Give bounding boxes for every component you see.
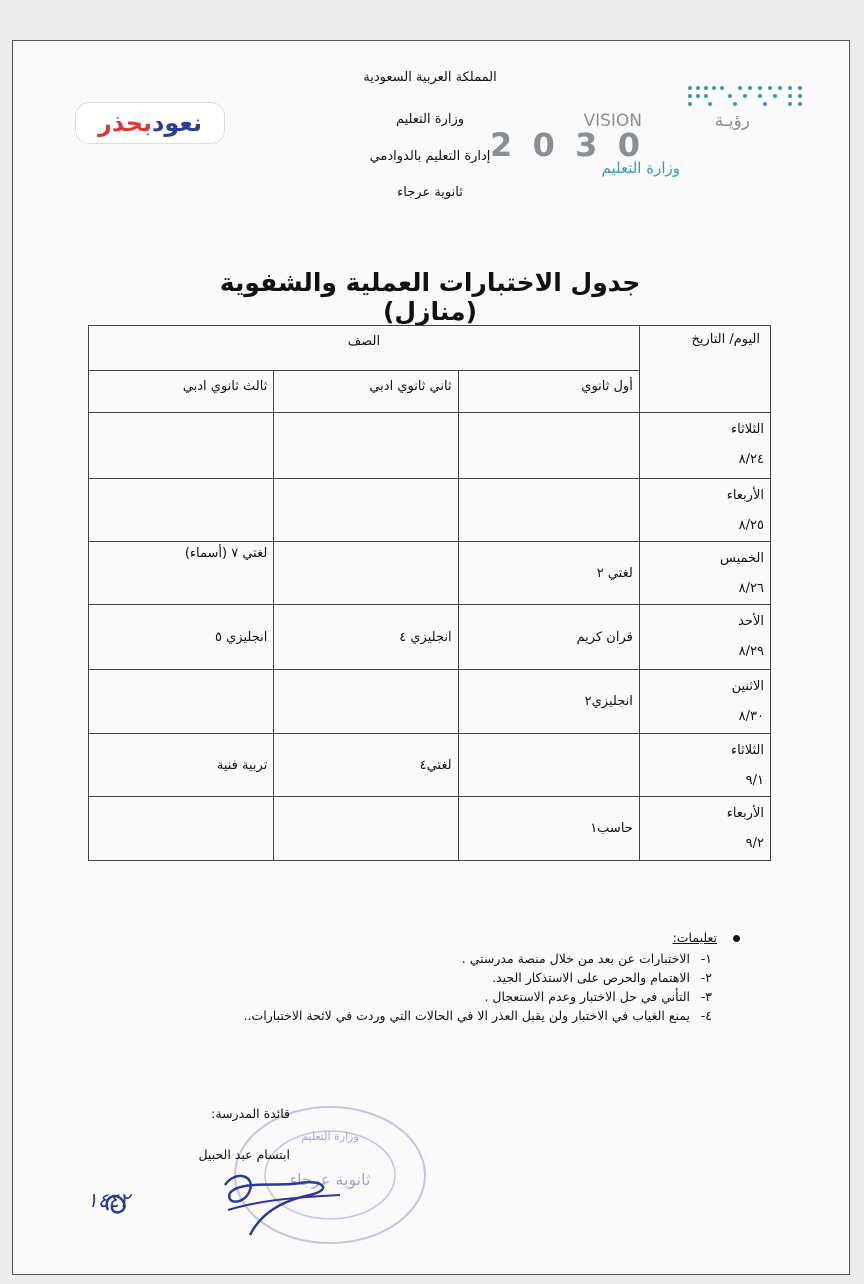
- vision-word: VISION: [583, 111, 642, 131]
- stamp-text-1: وزارة التعليم: [301, 1130, 359, 1143]
- day-date: ٩/١: [745, 773, 764, 788]
- list-item: [150, 968, 712, 987]
- exam-cell: [458, 734, 639, 797]
- day-date: ٨/٢٦: [738, 581, 764, 596]
- column-header-grade2-lit: ثاني ثانوي ادبي: [274, 371, 458, 413]
- day-name: الثلاثاء: [731, 743, 764, 758]
- table-row: [89, 734, 771, 797]
- table-row: [89, 605, 771, 670]
- exam-cell: [274, 542, 458, 605]
- item-text: يمنع الغياب في الاختبار ولن يقبل العذر الا في الحالات التي وردت في لائحة الاختبارات..: [243, 1008, 690, 1023]
- exam-cell: [89, 479, 274, 542]
- column-header-grade1: أول ثانوي: [458, 371, 639, 413]
- exam-cell: لغتي٤: [274, 734, 458, 797]
- day-cell: [639, 479, 770, 542]
- table-row: [89, 797, 771, 861]
- exam-cell: حاسب١: [458, 797, 639, 861]
- list-item: [150, 949, 712, 968]
- schedule-table: [88, 325, 771, 861]
- day-name: الأحد: [738, 614, 764, 629]
- exam-cell: لغتي ٢: [458, 542, 639, 605]
- table-row: [89, 542, 771, 605]
- principal-name: ابتسام عبد الحبيل: [198, 1147, 290, 1162]
- day-date: ٨/٢٤: [738, 452, 764, 467]
- instructions-list: [150, 949, 740, 1025]
- list-item: [150, 987, 712, 1006]
- exam-cell: [458, 413, 639, 479]
- day-date: ٩/٢: [745, 836, 764, 851]
- page-title: جدول الاختبارات العملية والشفوية (منازل): [219, 268, 641, 326]
- vision-dots-icon: [688, 86, 802, 106]
- day-cell: [639, 542, 770, 605]
- signature-date: ١٤٤٢: [87, 1188, 130, 1212]
- exam-cell: انجليزي ٥: [89, 605, 274, 670]
- day-cell: [639, 734, 770, 797]
- item-number: ١-: [700, 951, 712, 966]
- table-row: [89, 479, 771, 542]
- exam-cell: [89, 413, 274, 479]
- item-text: الاهتمام والحرص على الاستذكار الجيد.: [492, 970, 690, 985]
- header-ministry: وزارة التعليم: [395, 112, 465, 127]
- stamp-text-2: ثانوية عرجاء: [289, 1170, 371, 1189]
- exam-cell: [274, 797, 458, 861]
- table-row: [89, 670, 771, 734]
- day-cell: [639, 670, 770, 734]
- campaign-logo-part1: نعود: [152, 109, 202, 137]
- day-date: ٨/٢٩: [738, 644, 764, 659]
- day-date-header: اليوم/ التاريخ: [639, 326, 770, 413]
- day-name: الاثنين: [731, 679, 764, 694]
- header-department: إدارة التعليم بالدوادمي: [369, 149, 491, 164]
- item-text: الاختبارات عن بعد من خلال منصة مدرستي .: [461, 951, 690, 966]
- class-header: الصف: [89, 326, 640, 371]
- header-country: المملكة العربية السعودية: [363, 70, 497, 85]
- exam-cell: تربية فنية: [89, 734, 274, 797]
- exam-cell: [274, 670, 458, 734]
- day-date: ٨/٣٠: [738, 709, 764, 724]
- column-header-grade3-lit: ثالث ثانوي ادبي: [89, 371, 274, 413]
- vision-word-ar: رؤيـة: [714, 111, 750, 131]
- exam-cell: [89, 670, 274, 734]
- vision-year: 2030: [490, 126, 640, 164]
- day-cell: [639, 413, 770, 479]
- table-row: [89, 413, 771, 479]
- day-cell: [639, 797, 770, 861]
- day-name: الثلاثاء: [731, 422, 764, 437]
- exam-cell: لغتي ٧ (أسماء): [89, 542, 274, 605]
- day-name: الأربعاء: [726, 806, 764, 821]
- exam-cell: [458, 479, 639, 542]
- exam-cell: انجليزي ٤: [274, 605, 458, 670]
- header-school: ثانوية عرجاء: [397, 185, 463, 200]
- campaign-logo-part2: بحذر: [98, 109, 153, 137]
- item-number: ٣-: [700, 989, 712, 1004]
- exam-cell: [274, 479, 458, 542]
- bullet-icon: [733, 935, 740, 942]
- day-date: ٨/٢٥: [738, 518, 764, 533]
- item-number: ٢-: [700, 970, 712, 985]
- day-name: الأربعاء: [726, 488, 764, 503]
- exam-cell: [89, 797, 274, 861]
- list-item: [150, 1006, 712, 1025]
- day-cell: [639, 605, 770, 670]
- vision-2030-logo: [490, 80, 815, 177]
- principal-role: قائدة المدرسة:: [211, 1106, 290, 1121]
- instructions-title: تعليمات:: [672, 930, 717, 945]
- exam-cell: [274, 413, 458, 479]
- exam-cell: انجليزي٢: [458, 670, 639, 734]
- item-text: التأني في حل الاختبار وعدم الاستعجال .: [484, 989, 690, 1004]
- vision-ministry: وزارة التعليم: [601, 159, 680, 177]
- instructions: [150, 930, 740, 1025]
- day-name: الخميس: [720, 551, 764, 566]
- signature-icon: [87, 1165, 350, 1240]
- campaign-logo: [75, 102, 225, 144]
- item-number: ٤-: [700, 1008, 712, 1023]
- exam-cell: قران كريم: [458, 605, 639, 670]
